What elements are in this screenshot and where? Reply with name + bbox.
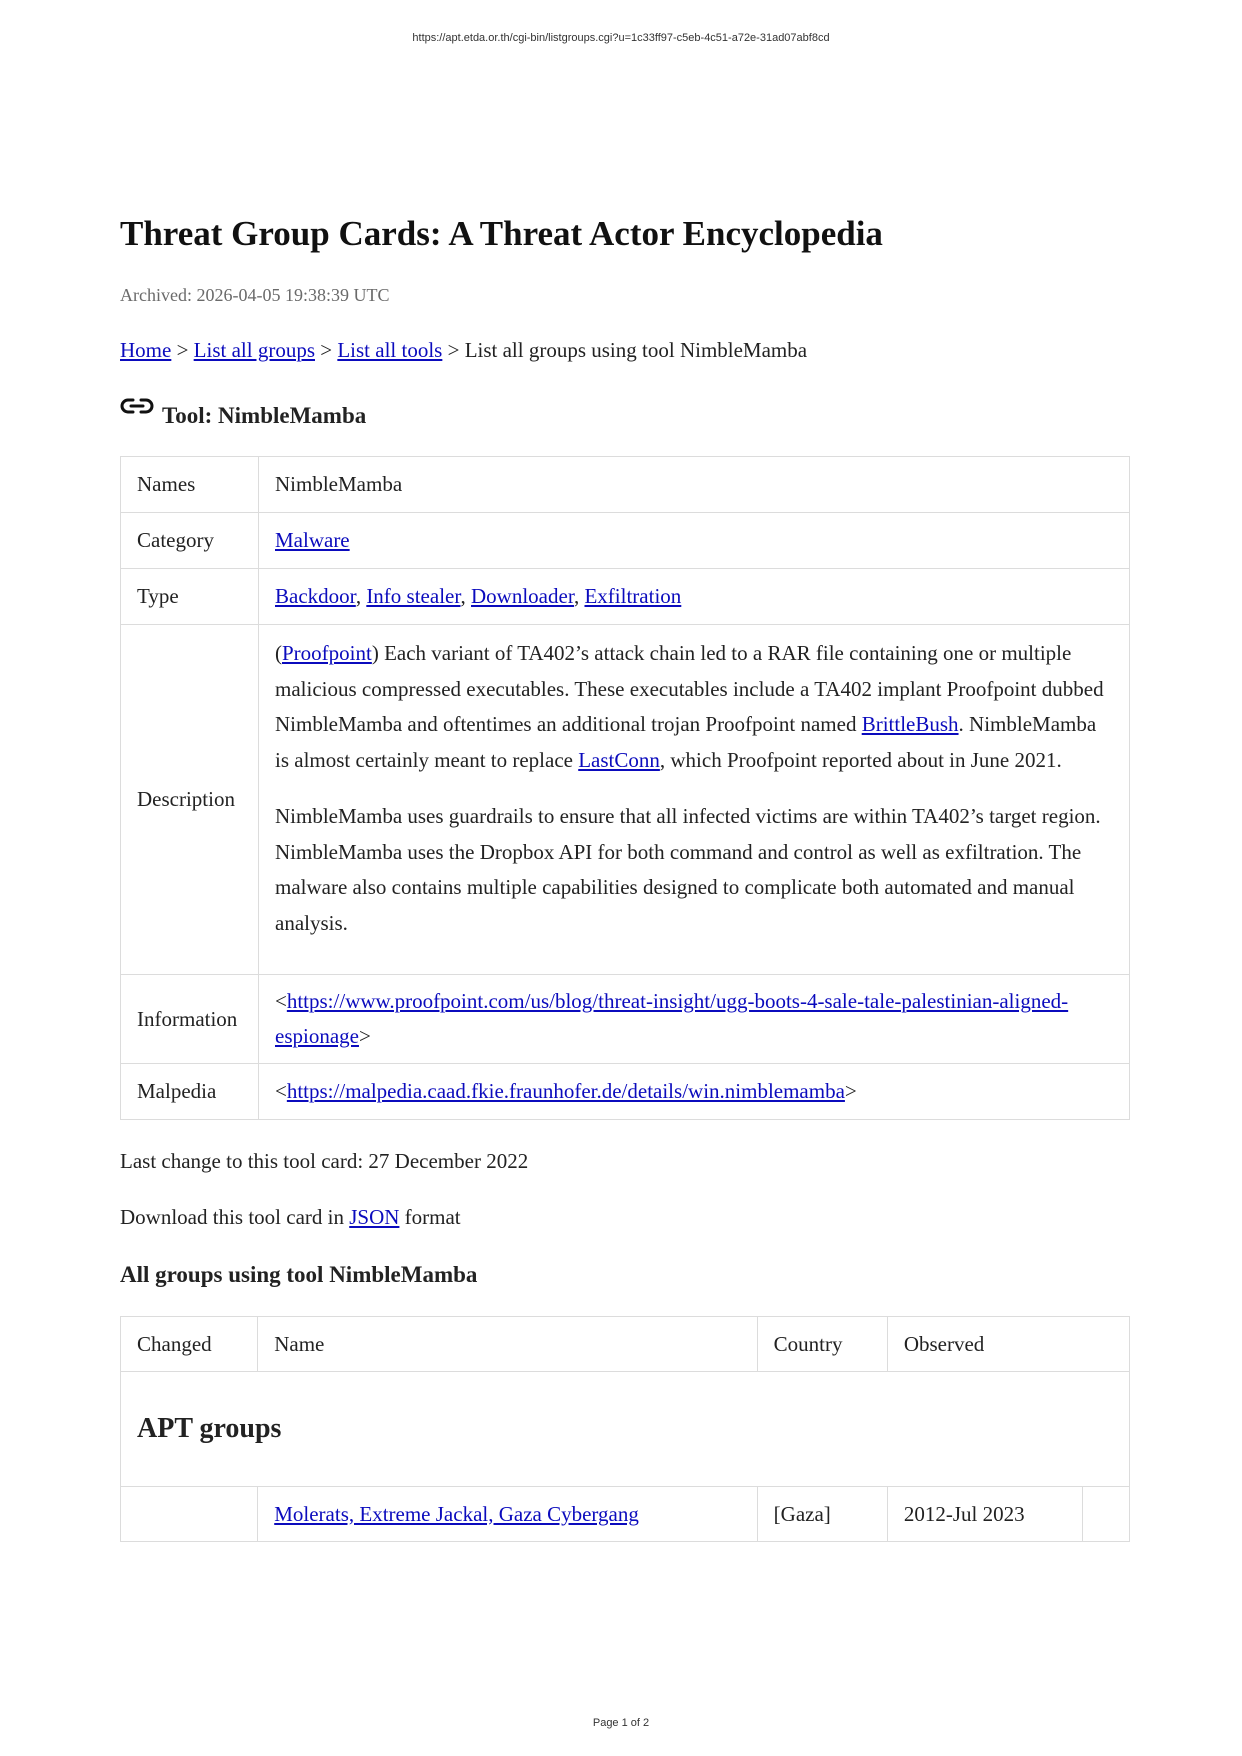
- row-key-malpedia: Malpedia: [121, 1064, 259, 1120]
- column-header-name: Name: [258, 1317, 757, 1372]
- table-row: [121, 1487, 1130, 1542]
- table-row-malpedia: [121, 1064, 1130, 1120]
- json-download-link[interactable]: JSON: [349, 1205, 400, 1229]
- breadcrumb: [120, 336, 1130, 364]
- row-key-category: Category: [121, 513, 259, 569]
- breadcrumb-list-tools-link[interactable]: List all tools: [337, 338, 443, 362]
- breadcrumb-separator: >: [442, 338, 465, 362]
- group-name-link[interactable]: Molerats, Extreme Jackal, Gaza Cybergang: [274, 1501, 639, 1526]
- type-separator: ,: [460, 584, 472, 608]
- download-text: format: [399, 1205, 461, 1229]
- category-malware-link[interactable]: Malware: [275, 528, 350, 552]
- download-text: Download this tool card in: [120, 1205, 350, 1229]
- breadcrumb-list-groups-link[interactable]: List all groups: [193, 338, 315, 362]
- angle-close: >: [844, 1079, 857, 1103]
- main-content: [120, 210, 1130, 1542]
- table-row-type: [121, 569, 1130, 625]
- type-separator: ,: [355, 584, 367, 608]
- proofpoint-link[interactable]: Proofpoint: [282, 641, 372, 665]
- breadcrumb-home-link[interactable]: Home: [120, 338, 172, 362]
- tool-heading: [120, 400, 1130, 432]
- last-change-text: Last change to this tool card: 27 December 2022: [120, 1149, 529, 1173]
- column-header-observed: Observed: [887, 1317, 1129, 1372]
- column-header-country: Country: [757, 1317, 887, 1372]
- angle-close: >: [358, 1024, 371, 1048]
- lastconn-link[interactable]: LastConn: [578, 747, 660, 772]
- table-row-information: [121, 975, 1130, 1064]
- row-value-names: NimbleMamba: [259, 457, 1130, 513]
- type-exfiltration-link[interactable]: Exfiltration: [584, 584, 682, 608]
- description-text: , which Proofpoint reported about in June 2021.: [659, 747, 1062, 772]
- download-line: [120, 1203, 1130, 1231]
- table-row-description: [121, 625, 1130, 975]
- tool-heading-text: Tool: NimbleMamba: [162, 403, 367, 428]
- malpedia-url-link[interactable]: https://malpedia.caad.fkie.fraunhofer.de/details/win.nimblemamba: [286, 1079, 845, 1103]
- description-text: ) Each variant of TA402’s attack chain led to a RAR file containing one or multiple malicious compressed executables. These executables include a TA402 implant Proofpoint dubbed NimbleMamba and oftentimes an additional trojan Proofpoint named: [275, 641, 1104, 736]
- group-name-cell: [258, 1487, 757, 1542]
- breadcrumb-separator: >: [171, 338, 194, 362]
- print-header-url: https://apt.etda.or.th/cgi-bin/listgroups.cgi?u=1c33ff97-c5eb-4c51-a72e-31ad07abf8cd: [412, 32, 830, 44]
- description-paragraph-1: [275, 636, 1113, 778]
- angle-open: <: [275, 1079, 287, 1103]
- groups-table: [120, 1316, 1130, 1542]
- row-value-category: [259, 513, 1130, 569]
- description-paragraph-2: NimbleMamba uses guardrails to ensure that all infected victims are within TA402’s target region. NimbleMamba uses the Dropbox API for both command and control as well as exfiltration. The malware also contains multiple capabilities designed to complicate both automated and manual analysis.: [275, 804, 1101, 935]
- description-text: . NimbleMamba is almost certainly meant to replace: [275, 712, 1097, 772]
- type-backdoor-link[interactable]: Backdoor: [275, 584, 356, 608]
- breadcrumb-current: List all groups using tool NimbleMamba: [464, 338, 808, 362]
- group-changed-cell: [121, 1487, 258, 1542]
- row-key-names: Names: [121, 457, 259, 513]
- paren-open: (: [275, 641, 282, 665]
- row-value-information: [259, 975, 1130, 1064]
- column-header-changed: Changed: [121, 1317, 258, 1372]
- row-value-malpedia: [259, 1064, 1130, 1120]
- groups-header-row: [121, 1317, 1130, 1372]
- row-key-information: Information: [121, 975, 259, 1064]
- groups-heading: All groups using tool NimbleMamba: [120, 1262, 478, 1287]
- archived-timestamp: Archived: 2026-04-05 19:38:39 UTC: [120, 285, 390, 305]
- groups-section-row: [121, 1372, 1130, 1487]
- row-value-type: [259, 569, 1130, 625]
- type-separator: ,: [573, 584, 585, 608]
- brittlebush-link[interactable]: BrittleBush: [861, 712, 959, 736]
- type-info-stealer-link[interactable]: Info stealer: [366, 584, 461, 608]
- table-row-names: [121, 457, 1130, 513]
- row-key-description: Description: [121, 625, 259, 975]
- group-country-cell: [Gaza]: [757, 1487, 887, 1542]
- angle-open: <: [275, 989, 287, 1013]
- table-row-category: [121, 513, 1130, 569]
- row-key-type: Type: [121, 569, 259, 625]
- page-title: Threat Group Cards: A Threat Actor Encyclopedia: [120, 214, 883, 253]
- row-value-description: [259, 625, 1130, 975]
- tool-info-table: [120, 456, 1130, 1120]
- print-footer-page-number: Page 1 of 2: [592, 1717, 650, 1729]
- section-title: [121, 1372, 1130, 1487]
- group-extra-cell: [1082, 1487, 1129, 1542]
- information-url-link[interactable]: https://www.proofpoint.com/us/blog/threat-insight/ugg-boots-4-sale-tale-palestinian-aligned-espionage: [275, 989, 1069, 1048]
- group-observed-cell: 2012-Jul 2023: [887, 1487, 1082, 1542]
- type-downloader-link[interactable]: Downloader: [471, 584, 574, 608]
- link-icon: [120, 396, 154, 418]
- apt-groups-title: APT groups: [137, 1413, 282, 1444]
- breadcrumb-separator: >: [315, 338, 338, 362]
